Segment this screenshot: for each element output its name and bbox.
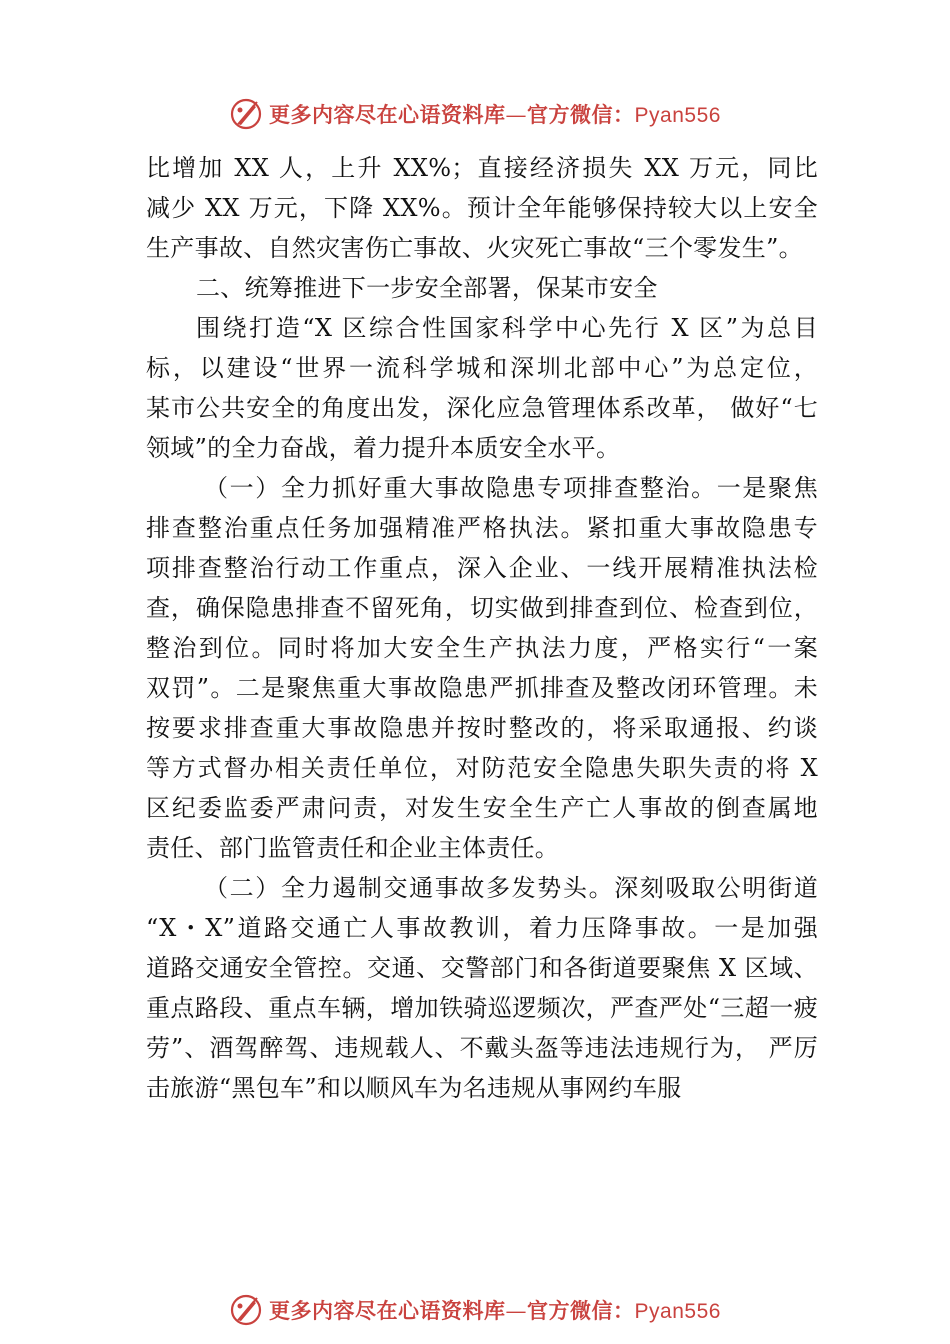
header-banner (0, 94, 950, 134)
text-line: 责任、部门监管责任和企业主体责任。 (146, 834, 560, 862)
text-line: 区纪委监委严肃问责，对发生安全生产亡人事故的倒查属地 (146, 794, 818, 822)
text-line: （二）全力遏制交通事故多发势头。深刻吸取公明街道 (204, 874, 818, 902)
document-body (146, 148, 818, 1108)
text-line: 双罚”。二是聚焦重大事故隐患严抓排查及整改闭环管理。未 (146, 674, 818, 702)
text-line: 围绕打造“X 区综合性国家科学中心先行 X 区”为总目 (196, 314, 818, 342)
text-line: 劳”、酒驾醉驾、违规载人、不戴头盔等违法违规行为， 严厉 (146, 1034, 818, 1062)
text-line: 查，确保隐患排查不留死角，切实做到排查到位、检查到位， (146, 594, 818, 622)
text-line: 排查整治重点任务加强精准严格执法。紧扣重大事故隐患专 (146, 514, 818, 542)
text-line: 二、统筹推进下一步安全部署，保某市安全 (196, 274, 658, 302)
footer-banner (0, 1290, 950, 1330)
text-line: 击旅游“黑包车”和以顺风车为名违规从事网约车服 (146, 1074, 682, 1102)
text-line: 按要求排查重大事故隐患并按时整改的，将采取通报、约谈 (146, 714, 818, 742)
quill-logo-icon (229, 1293, 263, 1327)
text-line: 标，以建设“世界一流科学城和深圳北部中心”为总定位， (146, 354, 818, 382)
quill-logo-icon (229, 97, 263, 131)
text-line: 生产事故、自然灾害伤亡事故、火灾死亡事故“三个零发生”。 (146, 234, 803, 262)
text-line: 道路交通安全管控。交通、交警部门和各街道要聚焦 X 区域、 (146, 954, 818, 982)
text-line: 比增加 XX 人，上升 XX%；直接经济损失 XX 万元，同比 (146, 154, 818, 182)
text-line: 重点路段、重点车辆，增加铁骑巡逻频次，严查严处“三超一疲 (146, 994, 818, 1022)
text-line: 减少 XX 万元，下降 XX%。预计全年能够保持较大以上安全 (146, 194, 818, 222)
text-line: 某市公共安全的角度出发，深化应急管理体系改革， 做好“七 (146, 394, 818, 422)
banner-text: 更多内容尽在心语资料库—官方微信：Pyan556 (269, 102, 721, 127)
banner-text: 更多内容尽在心语资料库—官方微信：Pyan556 (269, 1298, 721, 1323)
text-line: “X・X”道路交通亡人事故教训，着力压降事故。一是加强 (146, 914, 818, 942)
text-line: 项排查整治行动工作重点，深入企业、一线开展精准执法检 (146, 554, 818, 582)
text-line: 领域”的全力奋战，着力提升本质安全水平。 (146, 434, 621, 462)
text-line: （一）全力抓好重大事故隐患专项排查整治。一是聚焦 (204, 474, 818, 502)
text-line: 等方式督办相关责任单位，对防范安全隐患失职失责的将 X (146, 754, 818, 782)
text-line: 整治到位。同时将加大安全生产执法力度，严格实行“一案 (146, 634, 818, 662)
